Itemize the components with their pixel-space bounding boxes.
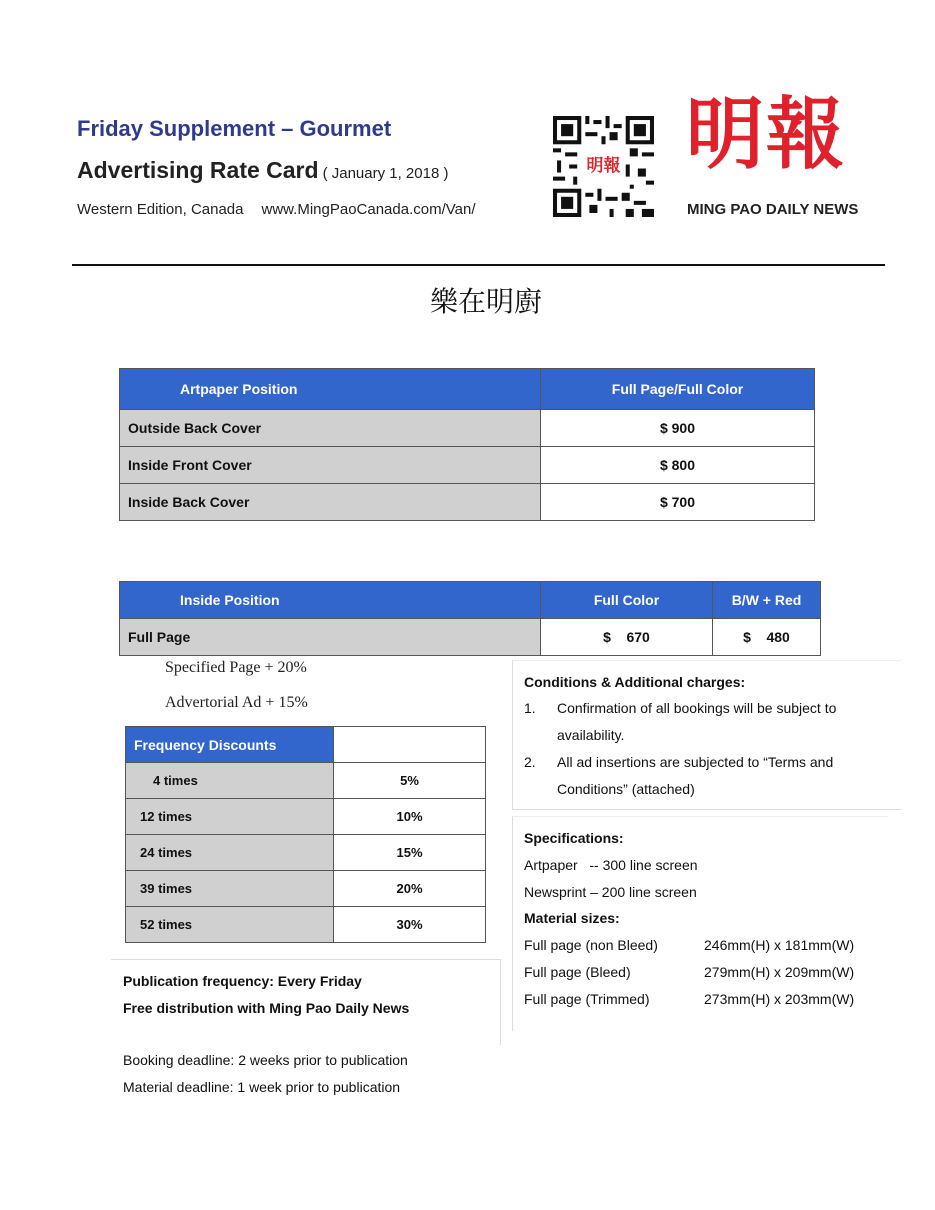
frequency-discount-table [125,726,486,943]
size-dims: 246mm(H) x 181mm(W) [704,937,855,953]
discount-cell: 30% [334,907,486,943]
table-header: Full Page/Full Color [541,369,815,410]
booking-deadline: Booking deadline: 2 weeks prior to publication [123,1052,408,1068]
size-label: Full page (non Bleed) [524,937,658,953]
table-row [120,410,815,447]
table-row [126,763,486,799]
newsprint-spec: Newsprint – 200 line screen [524,884,697,900]
condition-text: All ad insertions are subjected to “Terms and Conditions” (attached) [557,754,834,797]
times-cell: 4 times [126,763,334,799]
condition-number: 2. [524,754,536,770]
edition-line [77,201,476,218]
table-header: Artpaper Position [120,369,541,410]
price-cell: $ 480 [713,619,821,656]
distribution-info: Free distribution with Ming Pao Daily News [123,1000,410,1016]
publication-frequency: Publication frequency: Every Friday [123,973,362,989]
times-cell: 52 times [126,907,334,943]
advertorial-note: Advertorial Ad + 15% [165,694,308,711]
size-label: Full page (Trimmed) [524,991,650,1007]
table-row [126,835,486,871]
inside-rate-table [119,581,821,656]
condition-number: 1. [524,700,536,716]
table-header-row [120,582,821,619]
table-row [126,799,486,835]
rate-card-label: Advertising Rate Card [77,157,319,183]
discount-cell: 5% [334,763,486,799]
price-cell: $ 700 [541,484,815,521]
conditions-box [512,660,901,810]
condition-item [524,749,894,803]
publication-box [111,959,501,1045]
conditions-title: Conditions & Additional charges: [524,674,746,690]
size-label: Full page (Bleed) [524,964,631,980]
condition-text: Confirmation of all bookings will be subject to availability. [557,700,837,743]
table-header: Full Color [541,582,713,619]
material-deadline: Material deadline: 1 week prior to publication [123,1079,401,1095]
table-row [120,619,821,656]
table-header: B/W + Red [713,582,821,619]
table-row [120,447,815,484]
ming-pao-logo-text: MING PAO DAILY NEWS [687,201,859,218]
specified-page-note: Specified Page + 20% [165,659,307,676]
table-header: Inside Position [120,582,541,619]
times-cell: 24 times [126,835,334,871]
condition-item [524,695,894,749]
ming-pao-logo: 明報 [686,89,847,180]
discount-cell: 20% [334,871,486,907]
artpaper-rate-table [119,368,815,521]
table-header-row [126,727,486,763]
specifications-box [512,816,888,1031]
rate-card-title [77,157,448,184]
header-divider [72,264,885,266]
table-header: Frequency Discounts [126,727,334,763]
supplement-title: Friday Supplement – Gourmet [77,116,392,141]
material-sizes-title: Material sizes: [524,910,620,926]
qr-code-icon [553,116,654,217]
edition-label: Western Edition, Canada [77,201,244,218]
position-cell: Outside Back Cover [120,410,541,447]
table-row [126,871,486,907]
position-cell: Inside Front Cover [120,447,541,484]
size-dims: 273mm(H) x 203mm(W) [704,991,855,1007]
price-cell: $ 800 [541,447,815,484]
table-row [120,484,815,521]
table-row [126,907,486,943]
svg-text:明報: 明報 [586,155,621,175]
website-link[interactable]: www.MingPaoCanada.com/Van/ [261,201,476,218]
discount-cell: 10% [334,799,486,835]
discount-cell: 15% [334,835,486,871]
price-cell: $ 900 [541,410,815,447]
times-cell: 12 times [126,799,334,835]
position-cell: Inside Back Cover [120,484,541,521]
price-cell: $ 670 [541,619,713,656]
size-dims: 279mm(H) x 209mm(W) [704,964,855,980]
position-cell: Full Page [120,619,541,656]
artpaper-spec: Artpaper -- 300 line screen [524,857,698,873]
times-cell: 39 times [126,871,334,907]
section-title: 樂在明廚 [429,285,542,318]
table-header-row [120,369,815,410]
specifications-title: Specifications: [524,830,624,846]
rate-card-date: ( January 1, 2018 ) [322,165,449,182]
table-header-empty [334,727,486,763]
